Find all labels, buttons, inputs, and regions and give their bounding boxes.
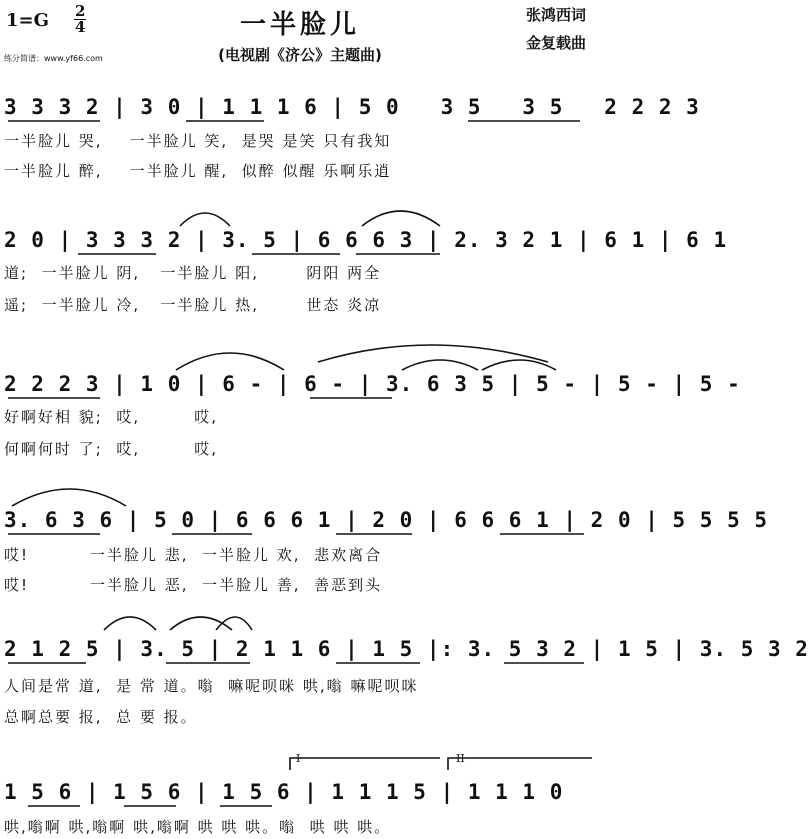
lyrics-line-4-verse-2: 哎! 一半脸儿 恶, 一半脸儿 善, 善恶到头 (4, 576, 383, 594)
slur-2a (180, 213, 230, 226)
notation-line-6: 1 5 6 | 1 5 6 | 1 5 6 | 1 1 1 5 | 1 1 1 0 (4, 780, 564, 804)
slur-4a (12, 489, 126, 506)
lyrics-line-4-verse-1: 哎! 一半脸儿 悲, 一半脸儿 欢, 悲欢离合 (4, 546, 383, 564)
notation-line-2: 2 0 | 3 3 3 2 | 3. 5 | 6 6 6 3 | 2. 3 2 1 | 6 1 | 6 1 (4, 228, 728, 252)
song-subtitle: (电视剧《济公》主题曲) (218, 46, 382, 64)
slur-3a (176, 353, 284, 370)
notation-line-4: 3. 6 3 6 | 5 0 | 6 6 6 1 | 2 0 | 6 6 6 1 | 2 0 | 5 5 5 5 (4, 508, 769, 532)
lyrics-line-3-verse-1: 好啊好相 貌; 哎, 哎, (4, 408, 219, 426)
lyrics-line-1-verse-1: 一半脸儿 哭, 一半脸儿 笑, 是哭 是笑 只有我知 (4, 132, 392, 150)
lyrics-line-2-verse-2: 遥; 一半脸儿 冷, 一半脸儿 热, 世态 炎凉 (4, 296, 382, 314)
meter-bottom: 4 (75, 18, 86, 36)
key-signature: 1=G (6, 10, 49, 31)
lyrics-line-2-verse-1: 道; 一半脸儿 阴, 一半脸儿 阳, 阴阳 两全 (4, 264, 382, 282)
lyrics-line-5-verse-1: 人间是常 道, 是 常 道。嗡 嘛呢呗咪 哄,嗡 嘛呢呗咪 (4, 677, 419, 695)
volta-2-bracket (448, 758, 592, 770)
slur-3b (318, 345, 548, 362)
volta-1-label: I (296, 752, 301, 765)
lyrics-line-1-verse-2: 一半脸儿 醉, 一半脸儿 醒, 似醉 似醒 乐啊乐逍 (4, 162, 392, 180)
composer-credit: 金复载曲 (525, 34, 586, 52)
lyrics-line-6-verse-1: 哄,嗡啊 哄,嗡啊 哄,嗡啊 哄 哄 哄。嗡 哄 哄 哄。 (4, 818, 392, 836)
lyrics-line-3-verse-2: 何啊何时 了; 哎, 哎, (4, 440, 219, 458)
lyricist-credit: 张鸿西词 (525, 6, 586, 24)
source-watermark: 练分简谱：www.yf66.com (4, 54, 103, 63)
notation-line-3: 2 2 2 3 | 1 0 | 6 - | 6 - | 3. 6 3 5 | 5 - | 5 - | 5 - (4, 372, 741, 396)
notation-line-1: 3 3 3 2 | 3 0 | 1 1 1 6 | 5 0 3 5 3 5 2 2 2 3 (4, 95, 700, 119)
song-title: 一半脸儿 (239, 10, 360, 40)
notation-line-5: 2 1 2 5 | 3. 5 | 2 1 1 6 | 1 5 |: 3. 5 3 2 | 1 5 | 3. 5 3 2 (4, 637, 809, 661)
volta-2-label: II (456, 752, 465, 765)
volta-1-bracket (290, 758, 440, 770)
slur-5a (104, 617, 156, 630)
slur-3c (402, 360, 478, 370)
lyrics-line-5-verse-2: 总啊总要 报, 总 要 报。 (4, 708, 198, 726)
meter-top: 2 (75, 2, 86, 20)
slur-5c (216, 617, 252, 630)
slur-2b (362, 211, 440, 226)
